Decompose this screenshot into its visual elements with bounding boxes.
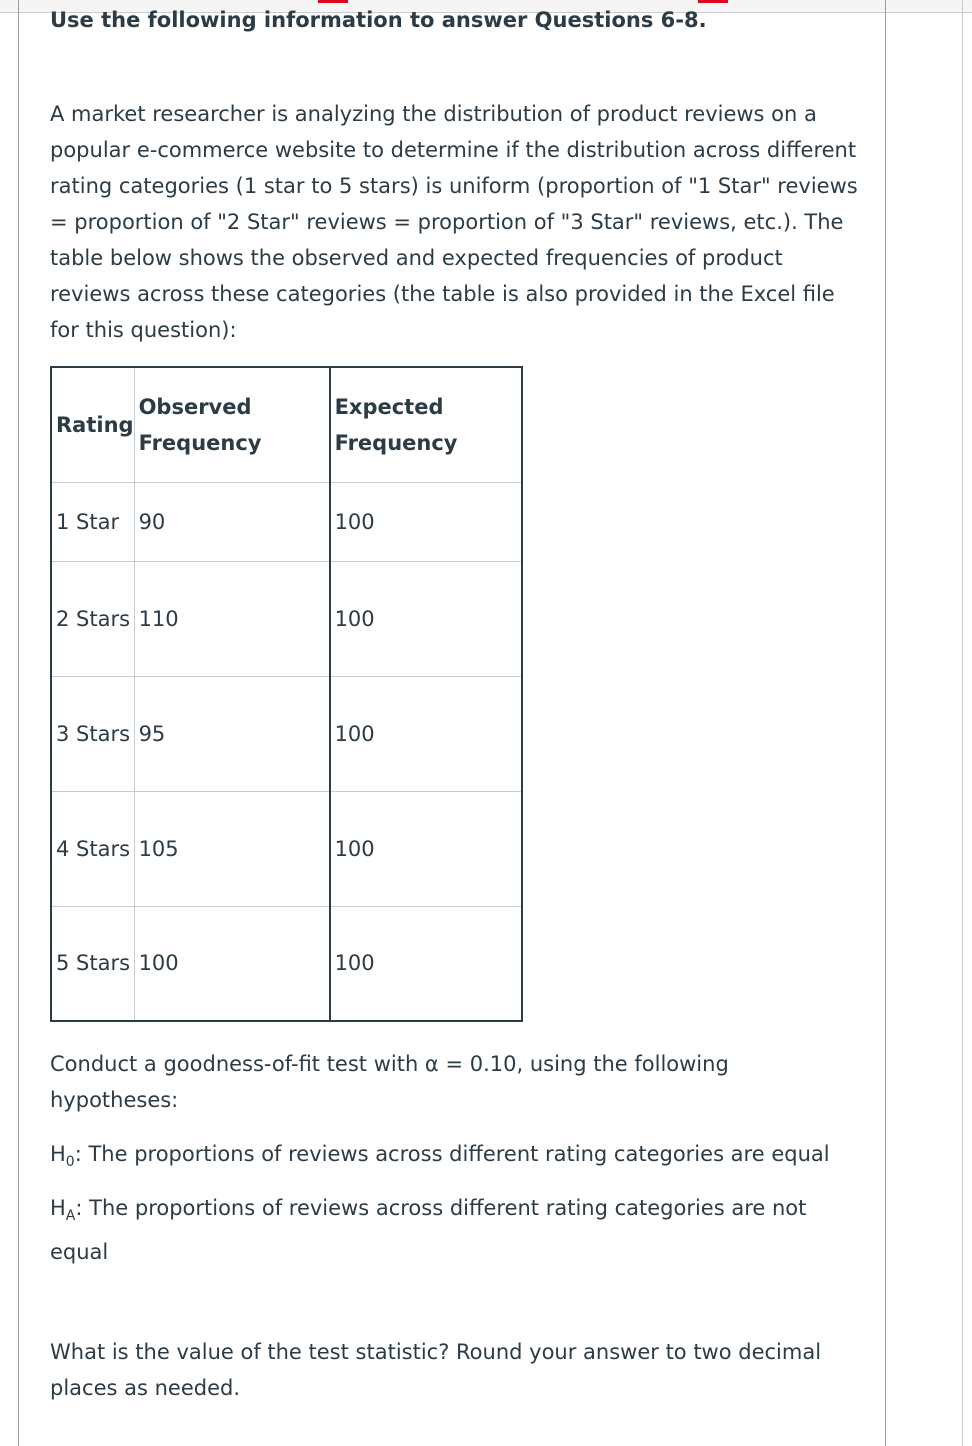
cell-expected: 100 [330,561,522,676]
header-expected: Expected Frequency [330,367,522,482]
question-heading: Use the following information to answer Questions 6-8. [50,8,707,32]
cell-expected: 100 [330,906,522,1021]
cell-rating: 1 Star [51,482,134,561]
cell-rating: 5 Stars [51,906,134,1021]
h0-text: : The proportions of reviews across different rating categories are equal [74,1142,830,1166]
page-right-border [962,0,963,1446]
top-indicator-left [318,0,348,3]
table-header-row [51,367,522,482]
table-row [51,482,522,561]
instruction-text: Conduct a goodness-of-fit test with α = 0.10, using the following hypotheses: [50,1052,729,1112]
h0-subscript: 0 [65,1154,75,1171]
ha-symbol: H [50,1196,66,1220]
cell-observed: 110 [134,561,330,676]
content-left-border [18,0,19,1446]
cell-expected: 100 [330,482,522,561]
intro-paragraph: A market researcher is analyzing the distribution of product reviews on a popular e-commerce website to determine if the distribution across different rating categories (1 star to 5 stars) is uniform (proportion of "1 Star" reviews = proportion of "2 Star" reviews = proportion of "3 Star" reviews, etc.). The table below shows the observed and expected frequencies of product reviews across these categories (the table is also provided in the Excel file for this question): [50,102,858,342]
cell-expected: 100 [330,791,522,906]
alternative-hypothesis [50,1190,850,1270]
cell-rating: 2 Stars [51,561,134,676]
null-hypothesis [50,1136,850,1180]
header-rating: Rating [51,367,134,482]
h0-symbol: H [50,1142,66,1166]
table-row [51,561,522,676]
cell-rating: 3 Stars [51,676,134,791]
ha-text: : The proportions of reviews across different rating categories are not equal [50,1196,807,1265]
table-row [51,791,522,906]
question-prompt: What is the value of the test statistic? Round your answer to two decimal places as needed. [50,1340,822,1400]
cell-observed: 100 [134,906,330,1021]
cell-observed: 90 [134,482,330,561]
cell-observed: 95 [134,676,330,791]
top-indicator-right [698,0,728,3]
table-row [51,906,522,1021]
frequency-table [50,366,523,1022]
cell-rating: 4 Stars [51,791,134,906]
content-right-border [885,0,886,1446]
cell-observed: 105 [134,791,330,906]
ha-subscript: A [65,1208,76,1225]
cell-expected: 100 [330,676,522,791]
table-row [51,676,522,791]
header-observed: Observed Frequency [134,367,330,482]
